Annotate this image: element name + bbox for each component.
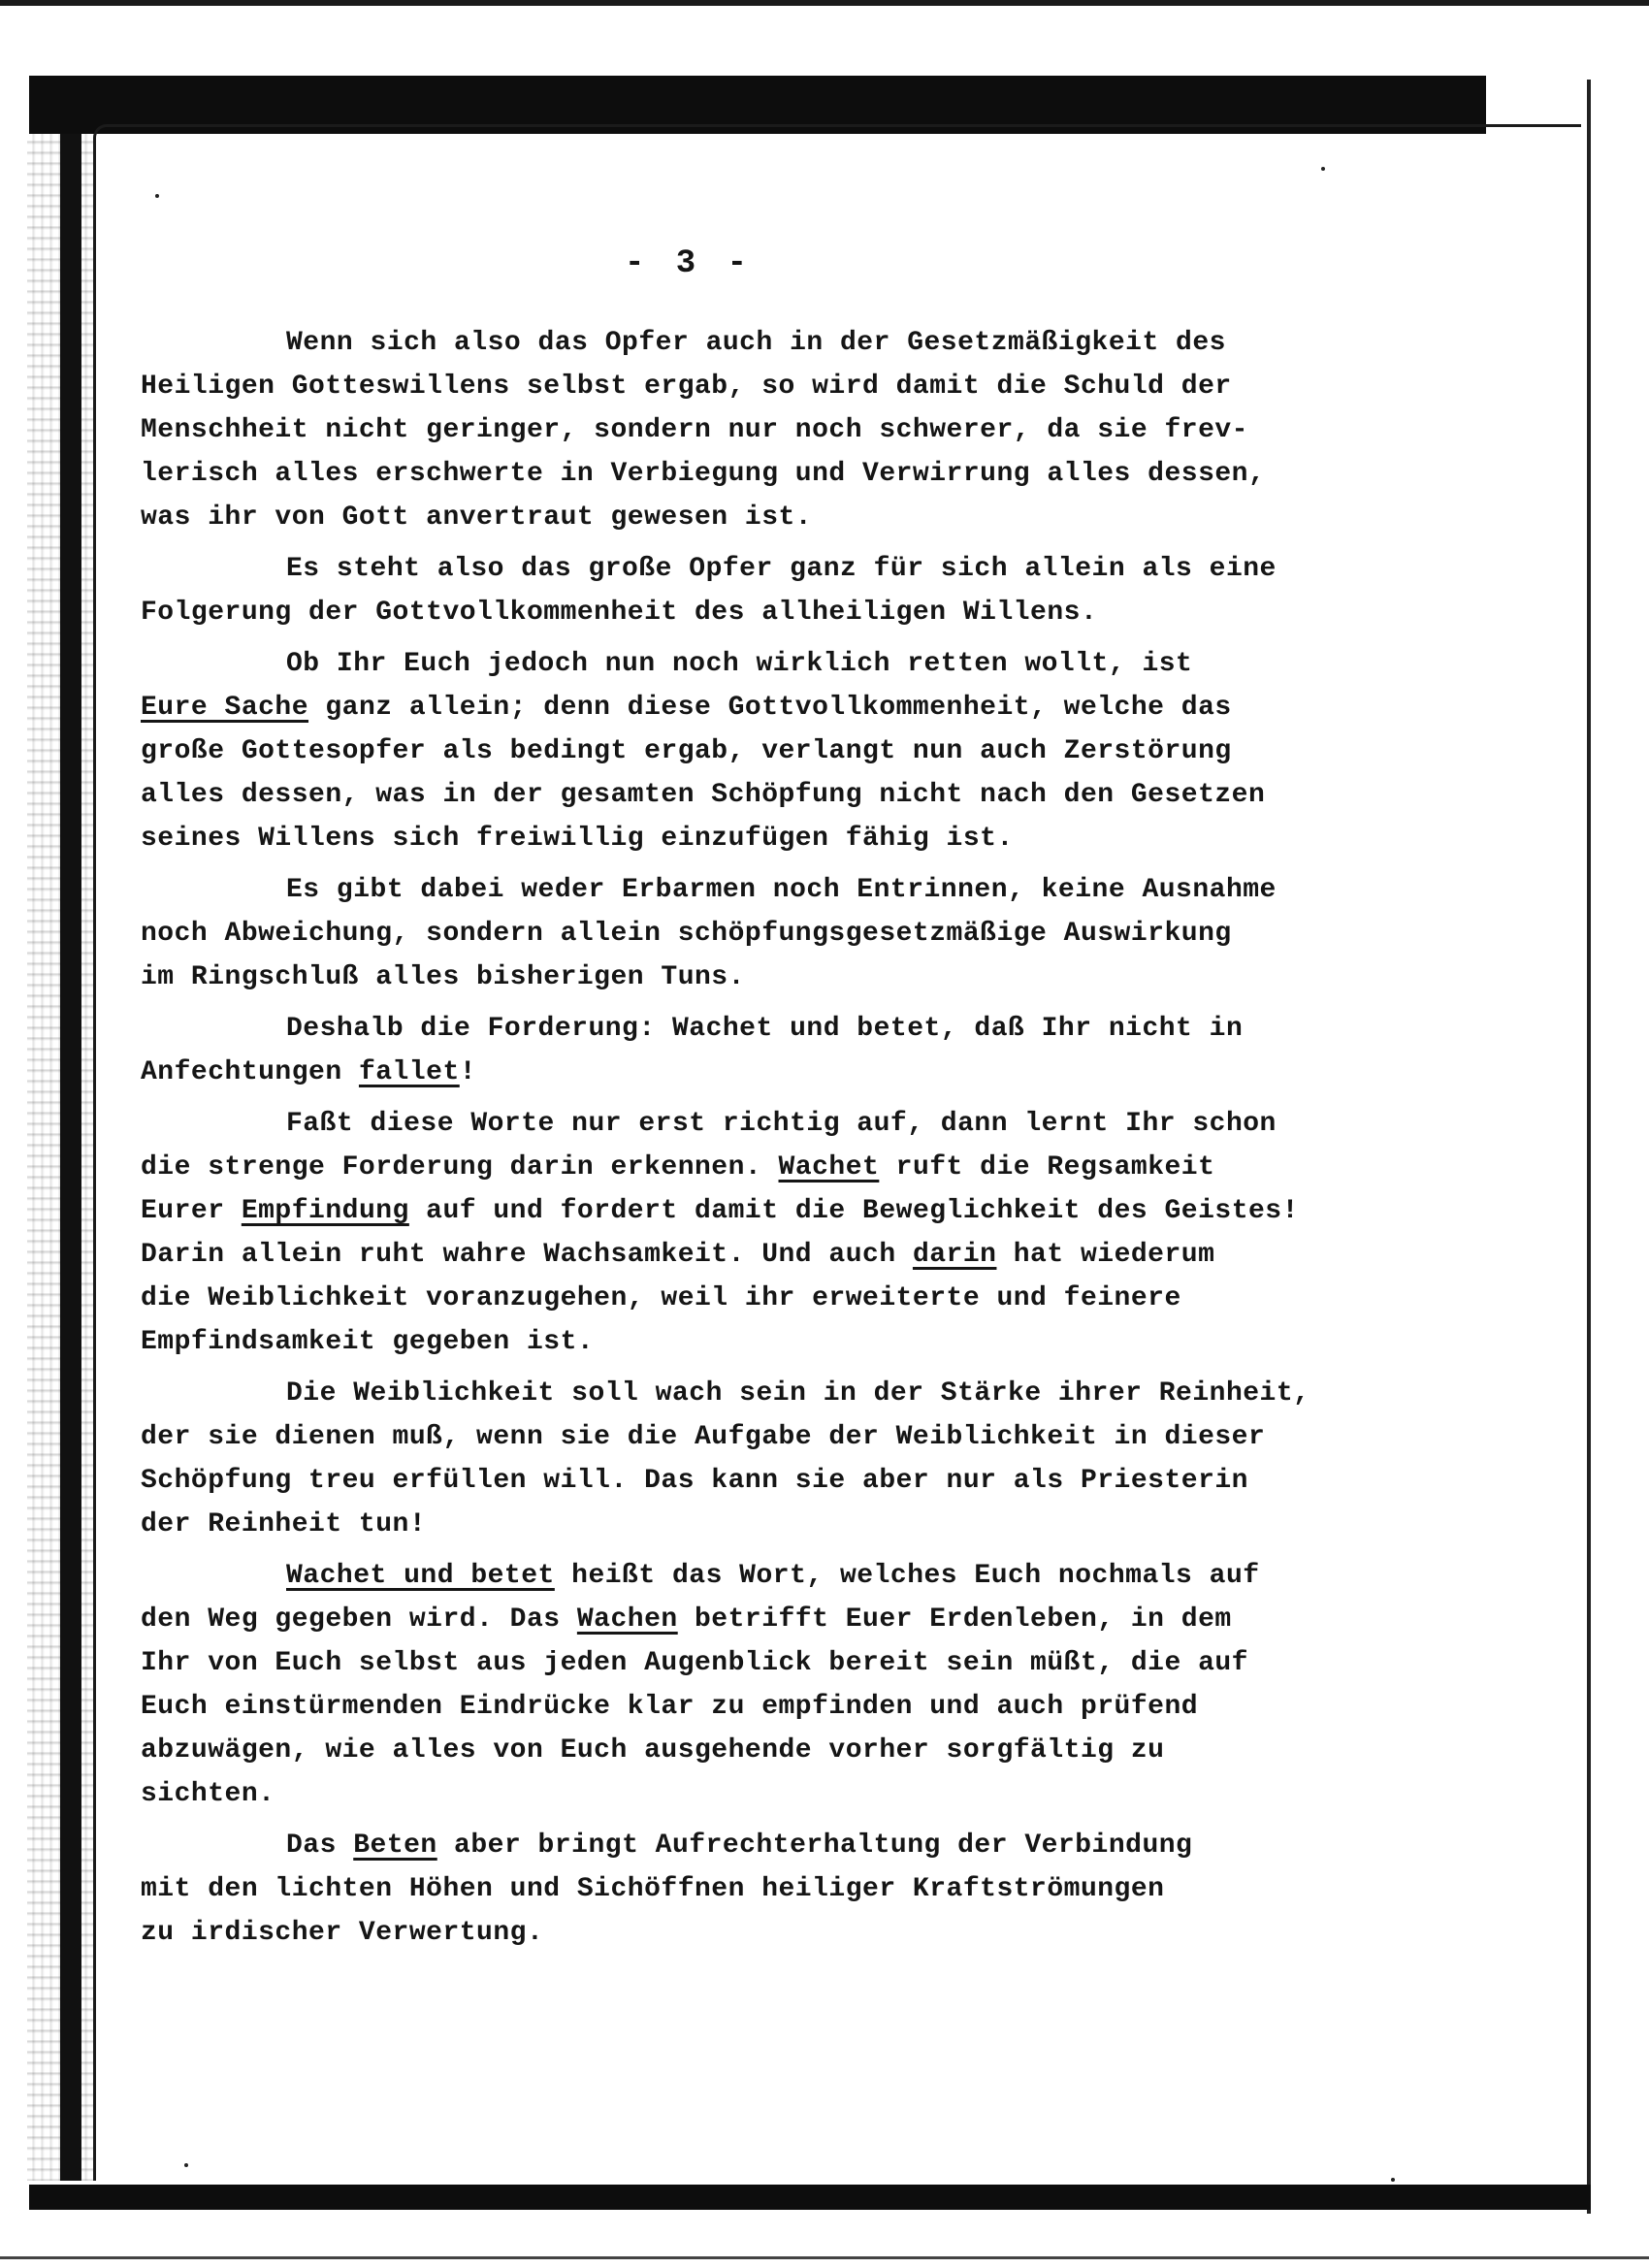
text-segment: was ihr von Gott anvertraut gewesen ist. bbox=[141, 502, 813, 533]
text-line bbox=[141, 1459, 1440, 1503]
scan-speck bbox=[1391, 2178, 1395, 2182]
text-segment: noch Abweichung, sondern allein schöpfungsgesetzmäßige Auswirkung bbox=[141, 919, 1232, 949]
text-segment: Ihr von Euch selbst aus jeden Augenblick bereit sein müßt, die auf bbox=[141, 1648, 1248, 1678]
text-line bbox=[141, 408, 1440, 452]
text-segment: die Weiblichkeit voranzugehen, weil ihr erweiterte und feinere bbox=[141, 1283, 1181, 1313]
underlined-text: Wachen bbox=[576, 1604, 678, 1635]
text-line bbox=[141, 773, 1440, 817]
underlined-text: darin bbox=[912, 1240, 997, 1270]
text-line bbox=[141, 591, 1440, 634]
text-line bbox=[141, 1146, 1440, 1189]
text-segment: ganz allein; denn diese Gottvollkommenheit, welche das bbox=[308, 693, 1232, 723]
text-segment: Ob Ihr Euch jedoch nun noch wirklich retten wollt, ist bbox=[286, 649, 1193, 679]
bottom-scan-rule bbox=[0, 2256, 1649, 2259]
text-segment: große Gottesopfer als bedingt ergab, verlangt nun auch Zerstörung bbox=[141, 736, 1232, 766]
paragraph bbox=[141, 1007, 1440, 1094]
document-body bbox=[141, 243, 1440, 1962]
text-segment: Schöpfung treu erfüllen will. Das kann sie aber nur als Priesterin bbox=[141, 1466, 1248, 1496]
text-line bbox=[141, 868, 1440, 912]
text-segment: Folgerung der Gottvollkommenheit des allheiligen Willens. bbox=[141, 598, 1098, 628]
text-segment: zu irdischer Verwertung. bbox=[141, 1918, 544, 1948]
text-segment: lerisch alles erschwerte in Verbiegung und Verwirrung alles dessen, bbox=[141, 459, 1266, 489]
text-line bbox=[141, 321, 1440, 365]
text-segment: Eurer bbox=[141, 1196, 242, 1226]
text-line bbox=[141, 1554, 1440, 1598]
text-line bbox=[141, 956, 1440, 999]
text-segment: mit den lichten Höhen und Sichöffnen heiliger Kraftströmungen bbox=[141, 1874, 1165, 1904]
text-line bbox=[141, 642, 1440, 686]
underlined-text: Beten bbox=[353, 1831, 437, 1861]
text-segment: Es gibt dabei weder Erbarmen noch Entrinnen, keine Ausnahme bbox=[286, 875, 1277, 905]
text-line bbox=[141, 1685, 1440, 1729]
text-segment: Die Weiblichkeit soll wach sein in der Stärke ihrer Reinheit, bbox=[286, 1378, 1310, 1409]
text-segment: der sie dienen muß, wenn sie die Aufgabe der Weiblichkeit in dieser bbox=[141, 1422, 1266, 1452]
text-line bbox=[141, 496, 1440, 539]
text-line bbox=[141, 1824, 1440, 1867]
text-line bbox=[141, 686, 1440, 729]
text-segment: hat wiederum bbox=[996, 1240, 1215, 1270]
text-segment: heißt das Wort, welches Euch nochmals auf bbox=[554, 1561, 1260, 1591]
text-line bbox=[141, 817, 1440, 860]
text-segment: Wenn sich also das Opfer auch in der Gesetzmäßigkeit des bbox=[286, 328, 1226, 358]
bottom-scan-border bbox=[29, 2185, 1591, 2210]
text-line bbox=[141, 1372, 1440, 1415]
text-line bbox=[141, 1503, 1440, 1546]
text-segment: alles dessen, was in der gesamten Schöpfung nicht nach den Gesetzen bbox=[141, 780, 1266, 810]
text-line bbox=[141, 547, 1440, 591]
text-line bbox=[141, 1189, 1440, 1233]
text-segment: seines Willens sich freiwillig einzufügen fähig ist. bbox=[141, 824, 1014, 854]
text-line bbox=[141, 729, 1440, 773]
text-segment: Heiligen Gotteswillens selbst ergab, so wird damit die Schuld der bbox=[141, 372, 1232, 402]
paragraph bbox=[141, 321, 1440, 539]
scan-speck bbox=[155, 194, 159, 198]
text-line bbox=[141, 1233, 1440, 1277]
paragraph bbox=[141, 868, 1440, 999]
right-scan-border bbox=[1587, 80, 1591, 2214]
paragraph bbox=[141, 1102, 1440, 1364]
text-segment: Es steht also das große Opfer ganz für sich allein als eine bbox=[286, 554, 1277, 584]
page-number: - 3 - bbox=[624, 245, 754, 282]
text-line bbox=[141, 1051, 1440, 1094]
scan-speck bbox=[184, 2163, 188, 2167]
text-line bbox=[141, 1867, 1440, 1911]
text-line bbox=[141, 1320, 1440, 1364]
left-scan-border bbox=[60, 134, 81, 2181]
underlined-text: fallet bbox=[358, 1057, 460, 1087]
text-line bbox=[141, 1729, 1440, 1772]
text-line bbox=[141, 1772, 1440, 1816]
text-line bbox=[141, 912, 1440, 956]
text-segment: betrifft Euer Erdenleben, in dem bbox=[677, 1604, 1232, 1635]
text-segment: abzuwägen, wie alles von Euch ausgehende vorher sorgfältig zu bbox=[141, 1735, 1165, 1766]
text-segment: Anfechtungen bbox=[141, 1057, 359, 1087]
top-scan-rule bbox=[0, 0, 1649, 6]
text-line bbox=[141, 1911, 1440, 1955]
paragraph bbox=[141, 1372, 1440, 1546]
underlined-text: Wachet bbox=[778, 1152, 880, 1183]
paragraph bbox=[141, 1554, 1440, 1816]
text-segment: Empfindsamkeit gegeben ist. bbox=[141, 1327, 595, 1357]
text-segment: Faßt diese Worte nur erst richtig auf, dann lernt Ihr schon bbox=[286, 1109, 1277, 1139]
text-segment: den Weg gegeben wird. Das bbox=[141, 1604, 577, 1635]
text-line bbox=[141, 1641, 1440, 1685]
paragraph bbox=[141, 642, 1440, 860]
text-segment: ruft die Regsamkeit bbox=[879, 1152, 1215, 1183]
text-line bbox=[141, 1598, 1440, 1641]
underlined-text: Wachet und betet bbox=[286, 1561, 555, 1591]
text-segment: Das bbox=[286, 1831, 354, 1861]
text-segment: die strenge Forderung darin erkennen. bbox=[141, 1152, 779, 1183]
text-segment: sichten. bbox=[141, 1779, 275, 1809]
paragraph-list bbox=[141, 321, 1440, 1955]
text-segment: Darin allein ruht wahre Wachsamkeit. Und auch bbox=[141, 1240, 913, 1270]
underlined-text: Empfindung bbox=[241, 1196, 409, 1226]
text-line bbox=[141, 1007, 1440, 1051]
underlined-text: Eure Sache bbox=[141, 693, 309, 723]
text-line bbox=[141, 1277, 1440, 1320]
paragraph bbox=[141, 547, 1440, 634]
text-line bbox=[141, 452, 1440, 496]
text-line bbox=[141, 365, 1440, 408]
text-segment: Menschheit nicht geringer, sondern nur noch schwerer, da sie frev- bbox=[141, 415, 1248, 445]
text-line bbox=[141, 1415, 1440, 1459]
text-segment: auf und fordert damit die Beweglichkeit des Geistes! bbox=[408, 1196, 1299, 1226]
text-segment: Deshalb die Forderung: Wachet und betet, daß Ihr nicht in bbox=[286, 1014, 1244, 1044]
paragraph bbox=[141, 1824, 1440, 1955]
text-line bbox=[141, 1102, 1440, 1146]
scan-speck bbox=[1321, 167, 1325, 171]
text-segment: der Reinheit tun! bbox=[141, 1509, 427, 1539]
text-segment: ! bbox=[459, 1057, 477, 1087]
text-segment: aber bringt Aufrechterhaltung der Verbindung bbox=[436, 1831, 1193, 1861]
text-segment: im Ringschluß alles bisherigen Tuns. bbox=[141, 962, 745, 992]
text-segment: Euch einstürmenden Eindrücke klar zu empfinden und auch prüfend bbox=[141, 1692, 1199, 1722]
